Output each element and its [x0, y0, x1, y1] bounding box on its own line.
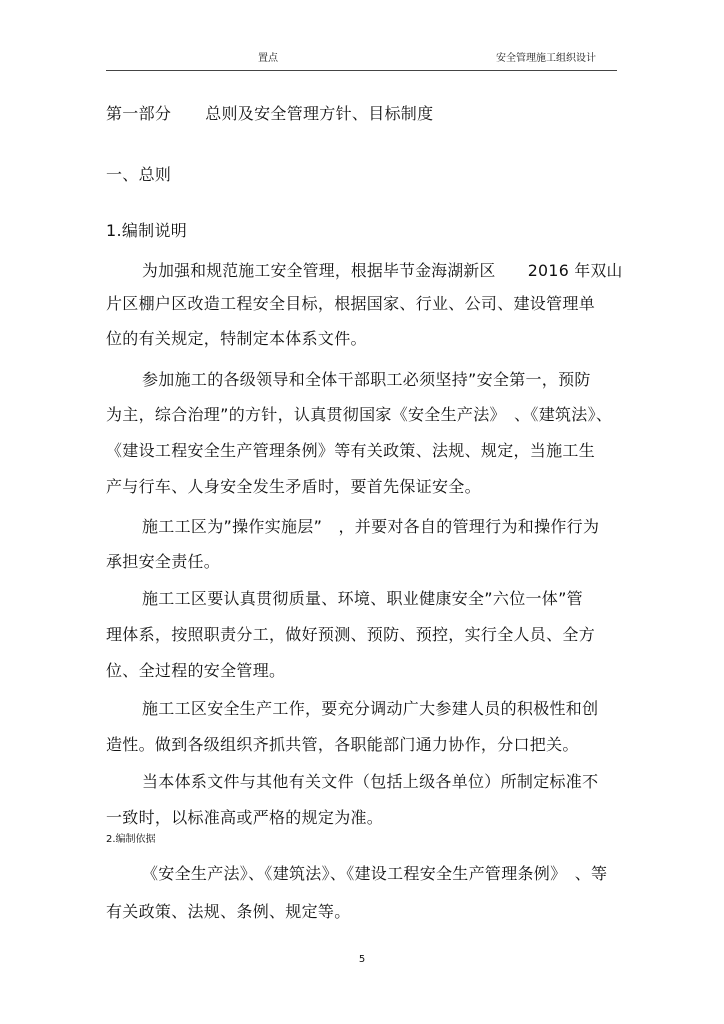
paragraph-line: 产与行车、人身安全发生矛盾时，要首先保证安全。 — [106, 477, 481, 496]
section-heading: 一、总则 — [106, 165, 172, 184]
header-left-text: 置点 — [258, 53, 278, 64]
paragraph-line: 造性。做到各级组织齐抓共管，各职能部门通力协作，分口把关。 — [106, 735, 579, 754]
part-title — [106, 104, 433, 124]
subsection-heading-1: 1.编制说明 — [106, 221, 188, 240]
part-name: 总则及安全管理方针、目标制度 — [205, 104, 434, 123]
paragraph-line: 《安全生产法》、《建筑法》、《建设工程安全生产管理条例》 、等 — [142, 864, 608, 883]
paragraph-line: 片区棚户区改造工程安全目标，根据国家、行业、公司、建设管理单 — [106, 294, 596, 313]
header-document-title: 安全管理施工组织设计 — [496, 53, 596, 64]
header-rule — [106, 70, 617, 71]
paragraph-line: 施工工区要认真贯彻质量、环境、职业健康安全”六位一体”管 — [142, 589, 583, 608]
paragraph-line: 施工工区安全生产工作，要充分调动广大参建人员的积极性和创 — [142, 699, 599, 718]
paragraph-line: 位、全过程的安全管理。 — [106, 661, 286, 680]
page-number: 5 — [358, 954, 366, 965]
paragraph-line: 为主，综合治理”的方针，认真贯彻国家《安全生产法》 、《建筑法》、 — [106, 405, 613, 424]
paragraph-line: 有关政策、法规、条例、规定等。 — [106, 902, 351, 921]
paragraph-line: 位的有关规定，特制定本体系文件。 — [106, 329, 367, 348]
part-number: 第一部分 — [106, 104, 172, 123]
paragraph-line: 为加强和规范施工安全管理，根据毕节金海湖新区 2016 年双山 — [142, 261, 623, 280]
paragraph-line: 参加施工的各级领导和全体干部职工必须坚持”安全第一，预防 — [142, 370, 591, 389]
paragraph-line: 承担安全责任。 — [106, 552, 221, 571]
paragraph-line: 一致时，以标准高或严格的规定为准。 — [106, 808, 384, 827]
paragraph-line: 理体系，按照职责分工，做好预测、预防、预控，实行全人员、全方 — [106, 625, 596, 644]
paragraph-line: 《建设工程安全生产管理条例》等有关政策、法规、规定，当施工生 — [106, 441, 596, 460]
paragraph-line: 当本体系文件与其他有关文件（包括上级各单位）所制定标准不 — [142, 772, 599, 791]
paragraph-line: 施工工区为”操作实施层” ，并要对各自的管理行为和操作行为 — [142, 517, 600, 536]
subsection-heading-2: 2.编制依据 — [106, 834, 156, 845]
